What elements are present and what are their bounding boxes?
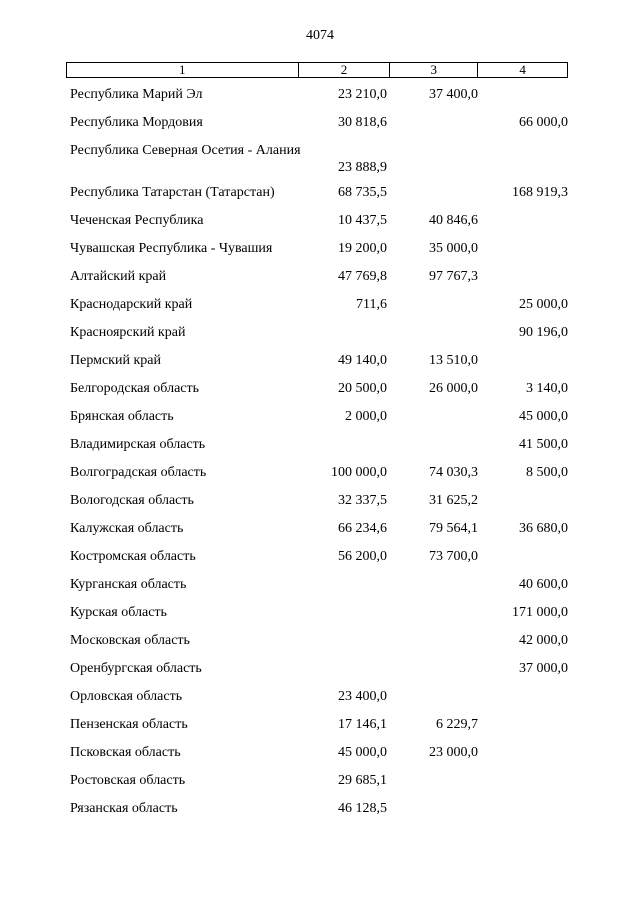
- value-c4: 90 196,0: [519, 325, 568, 340]
- page-number: 4074: [306, 28, 334, 43]
- table-row: [0, 436, 640, 464]
- table-row: [0, 408, 640, 436]
- value-c2: 17 146,1: [338, 717, 387, 732]
- table-row: [0, 576, 640, 604]
- header-col-4: 4: [478, 63, 568, 77]
- region-name: Ростовская область: [70, 773, 186, 788]
- table-row: [0, 240, 640, 268]
- value-c2: 66 234,6: [338, 521, 387, 536]
- value-c3: 6 229,7: [436, 717, 478, 732]
- region-name: Пензенская область: [70, 717, 188, 732]
- value-c3: 23 000,0: [429, 745, 478, 760]
- table-body: [0, 86, 640, 828]
- value-c3: 79 564,1: [429, 521, 478, 536]
- region-name: Республика Северная Осетия - Алания: [70, 143, 301, 158]
- region-name: Вологодская область: [70, 493, 194, 508]
- table-row: [0, 352, 640, 380]
- value-c3: 37 400,0: [429, 87, 478, 102]
- value-c2: 46 128,5: [338, 801, 387, 816]
- table-row: [0, 324, 640, 352]
- value-c2: 23 888,9: [338, 160, 387, 175]
- region-name: Республика Мордовия: [70, 115, 203, 130]
- value-c2: 10 437,5: [338, 213, 387, 228]
- value-c4: 168 919,3: [512, 185, 568, 200]
- value-c2: 100 000,0: [331, 465, 387, 480]
- table-row: [0, 744, 640, 772]
- header-col-3: 3: [390, 63, 478, 77]
- value-c3: 26 000,0: [429, 381, 478, 396]
- region-name: Республика Марий Эл: [70, 87, 203, 102]
- table-row: [0, 184, 640, 212]
- header-col-1: 1: [67, 63, 299, 77]
- region-name: Краснодарский край: [70, 297, 193, 312]
- value-c3: 74 030,3: [429, 465, 478, 480]
- value-c2: 29 685,1: [338, 773, 387, 788]
- table-row: [0, 772, 640, 800]
- value-c2: 2 000,0: [345, 409, 387, 424]
- value-c2: 19 200,0: [338, 241, 387, 256]
- value-c4: 37 000,0: [519, 661, 568, 676]
- region-name: Красноярский край: [70, 325, 186, 340]
- region-name: Чеченская Республика: [70, 213, 204, 228]
- value-c2: 56 200,0: [338, 549, 387, 564]
- value-c2: 49 140,0: [338, 353, 387, 368]
- value-c2: 23 210,0: [338, 87, 387, 102]
- region-name: Псковская область: [70, 745, 181, 760]
- value-c2: 23 400,0: [338, 689, 387, 704]
- table-row: [0, 296, 640, 324]
- value-c3: 40 846,6: [429, 213, 478, 228]
- value-c4: 45 000,0: [519, 409, 568, 424]
- region-name: Костромская область: [70, 549, 196, 564]
- table-row: [0, 212, 640, 240]
- region-name: Пермский край: [70, 353, 161, 368]
- value-c4: 41 500,0: [519, 437, 568, 452]
- region-name: Орловская область: [70, 689, 183, 704]
- table-row: [0, 632, 640, 660]
- header-col-2: 2: [299, 63, 391, 77]
- value-c4: 25 000,0: [519, 297, 568, 312]
- table-row: [0, 716, 640, 744]
- value-c3: 31 625,2: [429, 493, 478, 508]
- region-name: Оренбургская область: [70, 661, 202, 676]
- table-row: [0, 660, 640, 688]
- value-c4: 40 600,0: [519, 577, 568, 592]
- value-c4: 171 000,0: [512, 605, 568, 620]
- value-c2: 20 500,0: [338, 381, 387, 396]
- region-name: Алтайский край: [70, 269, 167, 284]
- table-row: [0, 268, 640, 296]
- region-name: Брянская область: [70, 409, 174, 424]
- value-c2: 45 000,0: [338, 745, 387, 760]
- value-c2: 47 769,8: [338, 269, 387, 284]
- table-row: [0, 380, 640, 408]
- table-row: [0, 114, 640, 142]
- value-c3: 13 510,0: [429, 353, 478, 368]
- table-row: [0, 800, 640, 828]
- region-name: Калужская область: [70, 521, 184, 536]
- value-c4: 66 000,0: [519, 115, 568, 130]
- value-c4: 36 680,0: [519, 521, 568, 536]
- table-row: [0, 520, 640, 548]
- table-row: [0, 688, 640, 716]
- region-name: Чувашская Республика - Чувашия: [70, 241, 273, 256]
- table-header: [66, 62, 568, 78]
- region-name: Владимирская область: [70, 437, 206, 452]
- region-name: Волгоградская область: [70, 465, 207, 480]
- region-name: Белгородская область: [70, 381, 200, 396]
- region-name: Курганская область: [70, 577, 187, 592]
- value-c2: 711,6: [356, 297, 387, 312]
- value-c4: 8 500,0: [526, 465, 568, 480]
- value-c4: 42 000,0: [519, 633, 568, 648]
- value-c2: 68 735,5: [338, 185, 387, 200]
- value-c2: 32 337,5: [338, 493, 387, 508]
- region-name: Рязанская область: [70, 801, 178, 816]
- table-row: [0, 86, 640, 114]
- table-row: [0, 464, 640, 492]
- value-c3: 35 000,0: [429, 241, 478, 256]
- table-row: [0, 604, 640, 632]
- value-c4: 3 140,0: [526, 381, 568, 396]
- region-name: Республика Татарстан (Татарстан): [70, 185, 275, 200]
- region-name: Курская область: [70, 605, 167, 620]
- table-row: [0, 548, 640, 576]
- table-row: [0, 142, 640, 184]
- region-name: Московская область: [70, 633, 190, 648]
- value-c2: 30 818,6: [338, 115, 387, 130]
- value-c3: 73 700,0: [429, 549, 478, 564]
- value-c3: 97 767,3: [429, 269, 478, 284]
- table-row: [0, 492, 640, 520]
